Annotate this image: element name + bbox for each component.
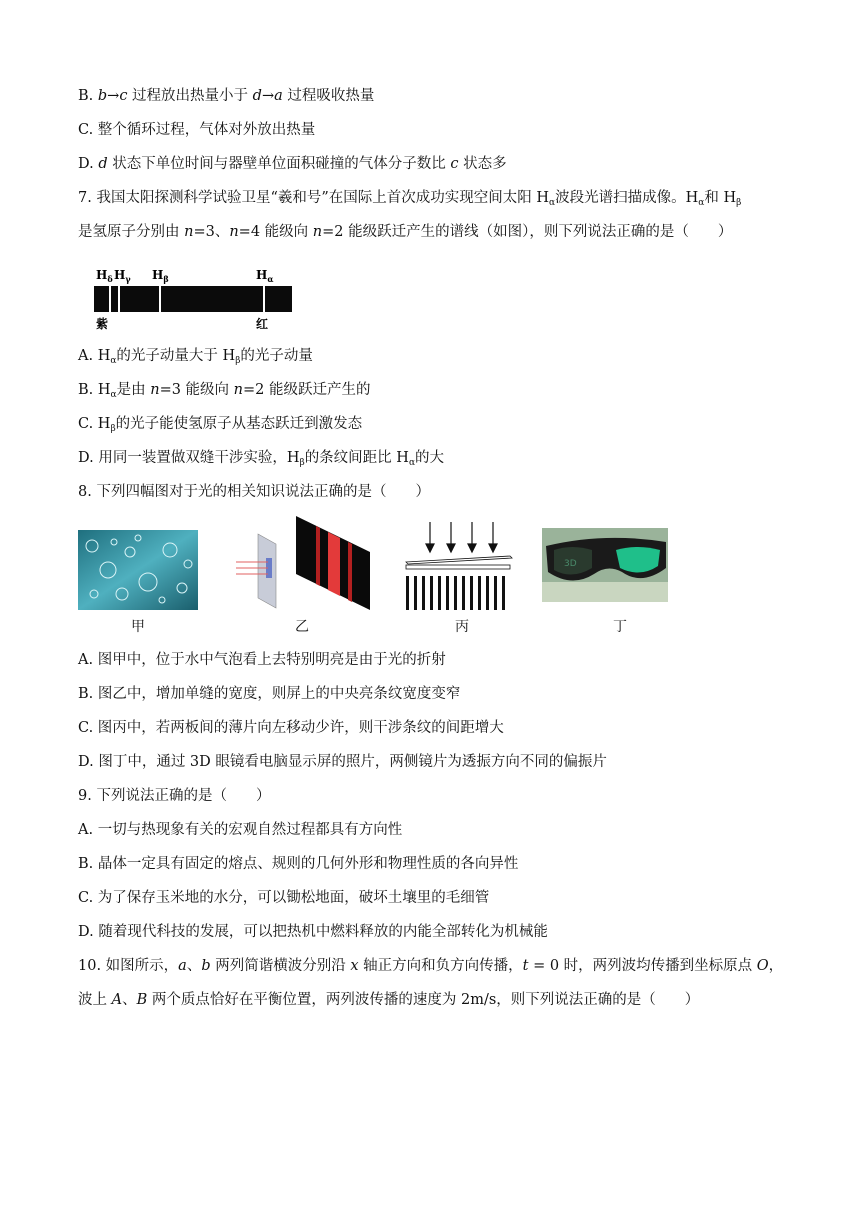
svg-text:3D: 3D <box>564 559 577 569</box>
bubbles-image <box>78 530 198 610</box>
q9-option-d: D. 随着现代科技的发展，可以把热机中燃料释放的内能全部转化为机械能 <box>78 924 548 940</box>
q6-option-c: C. 整个循环过程，气体对外放出热量 <box>78 122 316 138</box>
q7-option-c: C. $H_\beta$的光子能使氢原子从基态跃迁到激发态 <box>78 416 363 434</box>
interference-fringes <box>406 576 505 610</box>
h-gamma-label: $H_\gamma$ <box>114 268 131 284</box>
spectrum-band <box>94 286 292 312</box>
q8-stem: 8. 下列四幅图对于光的相关知识说法正确的是（ ） <box>78 484 430 500</box>
incident-arrows <box>426 522 497 552</box>
q7-stem-line1: 7. 我国太阳探测科学试验卫星“羲和号”在国际上首次成功实现空间太阳 $H_\alpha$波段光谱扫描成像。$H_\alpha$和 $H_\beta$ <box>78 190 742 208</box>
red-label: 红 <box>256 317 269 331</box>
figure-jia-bubbles <box>78 530 198 610</box>
glasses-photo <box>542 528 668 602</box>
q6-option-d: D. d 状态下单位时间与器壁单位面积碰撞的气体分子数比 c 状态多 <box>78 156 507 172</box>
hydrogen-spectrum-figure <box>92 264 296 334</box>
q6-option-b: B. b→c 过程放出热量小于 d→a 过程吸收热量 <box>78 88 375 104</box>
q10-stem-line2: 波上 A、B 两个质点恰好在平衡位置，两列波传播的速度为 2m/s，则下列说法正确的是（ ） <box>78 992 700 1008</box>
h-delta-label: $H_\delta$ <box>96 268 113 284</box>
q9-stem: 9. 下列说法正确的是（ ） <box>78 788 271 804</box>
h-delta-line <box>109 284 111 314</box>
q8-option-c: C. 图丙中，若两板间的薄片向左移动少许，则干涉条纹的间距增大 <box>78 720 504 736</box>
h-gamma-line <box>118 284 120 314</box>
q8-option-d: D. 图丁中，通过 3D 眼镜看电脑显示屏的照片，两侧镜片为透振方向不同的偏振片 <box>78 754 607 770</box>
figure-ding-3d-glasses <box>542 528 668 602</box>
q8-option-a: A. 图甲中，位于水中气泡看上去特别明亮是由于光的折射 <box>78 652 446 668</box>
h-alpha-line <box>263 284 265 314</box>
top-plate <box>406 556 512 564</box>
bottom-plate <box>406 565 510 569</box>
q7-option-b: B. $H_\alpha$是由 n=3 能级向 n=2 能级跃迁产生的 <box>78 382 371 400</box>
h-beta-line <box>159 284 161 314</box>
q9-option-a: A. 一切与热现象有关的宏观自然过程都具有方向性 <box>78 822 403 838</box>
q9-option-b: B. 晶体一定具有固定的熔点、规则的几何外形和物理性质的各向异性 <box>78 856 519 872</box>
caption-yi: 乙 <box>295 619 309 635</box>
violet-label: 紫 <box>96 317 109 331</box>
q10-stem-line1: 10. 如图所示，a、b 两列简谐横波分别沿 x 轴正方向和负方向传播，t = 0 时，两列波均传播到坐标原点 O， <box>78 958 784 974</box>
spectrum-svg <box>92 264 296 334</box>
h-alpha-label: $H_\alpha$ <box>256 268 274 284</box>
caption-bing: 丙 <box>455 619 469 635</box>
interference-diagram <box>404 520 518 612</box>
central-bright-fringe <box>328 532 340 596</box>
q7-option-d: D. 用同一装置做双缝干涉实验，$H_\beta$的条纹间距比 $H_\alpha$的大 <box>78 450 445 468</box>
single-slit-diagram <box>236 516 372 612</box>
q7-stem-line2: 是氢原子分别由 n=3、n=4 能级向 n=2 能级跃迁产生的谱线（如图），则下列说法正确的是（ ） <box>78 224 733 240</box>
q7-option-a: A. $H_\alpha$的光子动量大于 $H_\beta$的光子动量 <box>78 348 313 366</box>
caption-jia: 甲 <box>131 619 145 635</box>
figure-yi-single-slit <box>236 516 372 612</box>
caption-ding: 丁 <box>613 619 627 635</box>
figure-bing-interference <box>404 520 518 612</box>
h-beta-label: $H_\beta$ <box>152 268 169 284</box>
q8-option-b: B. 图乙中，增加单缝的宽度，则屏上的中央亮条纹宽度变窄 <box>78 686 461 702</box>
q9-option-c: C. 为了保存玉米地的水分，可以锄松地面，破坏土壤里的毛细管 <box>78 890 490 906</box>
